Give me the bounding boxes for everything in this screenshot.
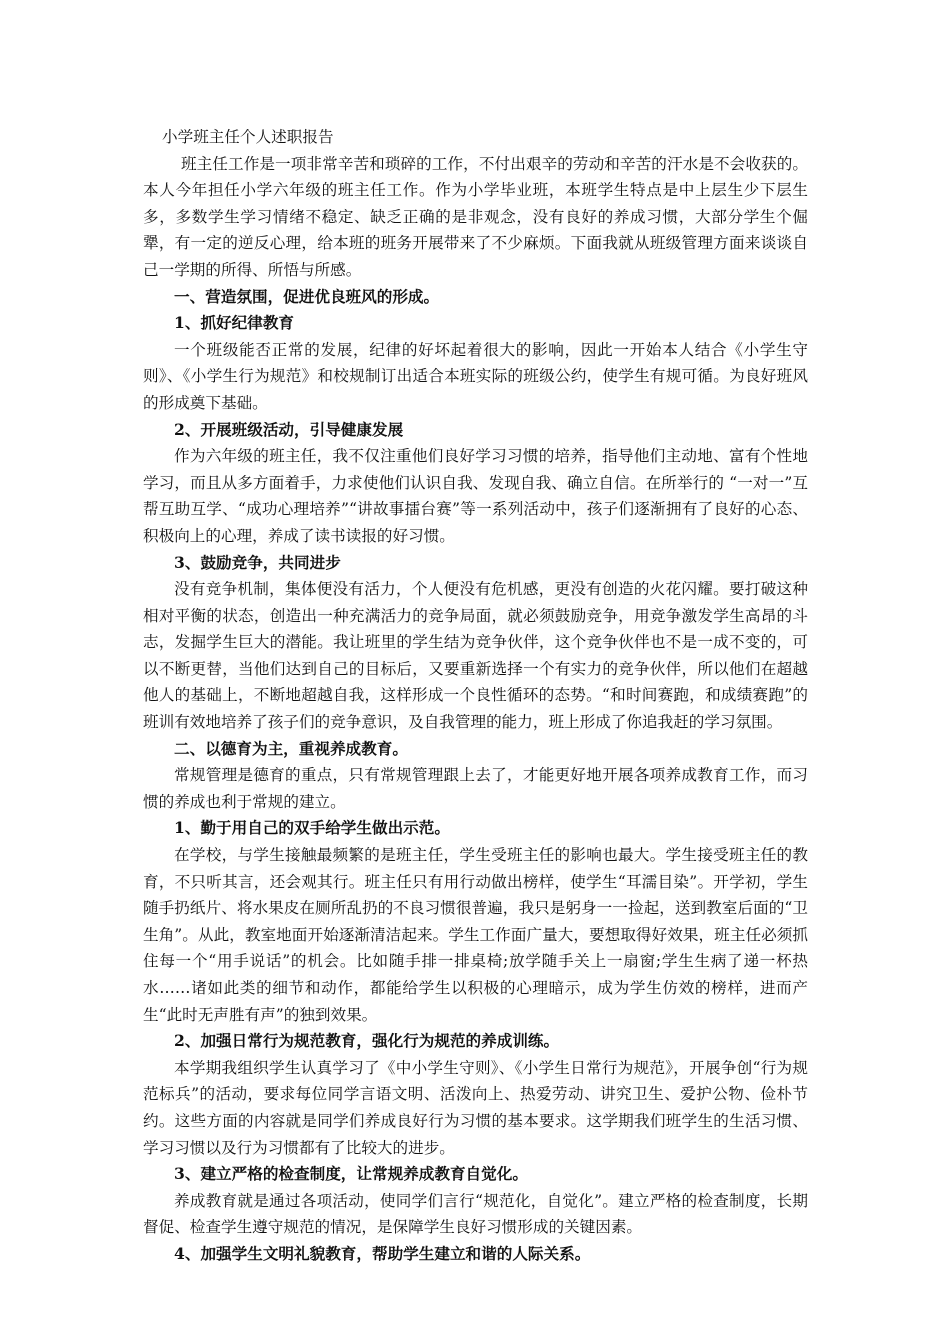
body-paragraph: 养成教育就是通过各项活动，使同学们言行“规范化，自觉化”。建立严格的检查制度，长期督促、检查学生遵守规范的情况，是保障学生良好习惯形成的关键因素。 xyxy=(143,1191,808,1237)
intro-paragraph: 班主任工作是一项非常辛苦和琐碎的工作，不付出艰辛的劳动和辛苦的汗水是不会收获的。本人今年担任小学六年级的班主任工作。作为小学毕业班，本班学生特点是中上层生少下层生多，多数学生学习情绪不稳定、缺乏正确的是非观念，没有良好的养成习惯，大部分学生个倔犟，有一定的逆反心理，给本班的班务开展带来了不少麻烦。下面我就从班级管理方面来谈谈自己一学期的所得、所悟与所感。 xyxy=(143,154,808,279)
subsection-heading-2-4: 4、加强学生文明礼貌教育，帮助学生建立和谐的人际关系。 xyxy=(174,1243,591,1263)
subsection-heading-1-1: 1、抓好纪律教育 xyxy=(174,313,295,333)
body-paragraph: 没有竞争机制，集体便没有活力，个人便没有危机感，更没有创造的火花闪耀。要打破这种相对平衡的状态，创造出一种充满活力的竞争局面，就必须鼓励竞争，用竞争激发学生高昂的斗志，发掘学生巨大的潜能。我让班里的学生结为竞争伙伴，这个竞争伙伴也不是一成不变的，可以不断更替，当他们达到自己的目标后，又要重新选择一个有实力的竞争伙伴，所以他们在超越他人的基础上，不断地超越自我，这样形成一个良性循环的态势。“和时间赛跑，和成绩赛跑”的班训有效地培养了孩子们的竞争意识，及自我管理的能力，班上形成了你追我赶的学习氛围。 xyxy=(143,580,808,732)
body-paragraph: 作为六年级的班主任，我不仅注重他们良好学习习惯的培养，指导他们主动地、富有个性地学习，而且从多方面着手，力求使他们认识自我、发现自我、确立自信。在所举行的 “一对一”互帮互助互学、“成功心理培养”“讲故事擂台赛”等一系列活动中，孩子们逐渐拥有了良好的心态、积极向上的心理，养成了读书读报的好习惯。 xyxy=(143,447,808,545)
body-paragraph: 一个班级能否正常的发展，纪律的好坏起着很大的影响，因此一开始本人结合《小学生守则》、《小学生行为规范》和校规制订出适合本班实际的班级公约，使学生有规可循。为良好班风的形成奠下基础。 xyxy=(143,340,808,412)
body-paragraph: 本学期我组织学生认真学习了《中小学生守则》、《小学生日常行为规范》，开展争创“行为规范标兵”的活动，要求每位同学言语文明、活泼向上、热爱劳动、讲究卫生、爱护公物、俭朴节约。这些方面的内容就是同学们养成良好行为习惯的基本要求。这学期我们班学生的生活习惯、学习习惯以及行为习惯都有了比较大的进步。 xyxy=(143,1058,808,1157)
body-paragraph: 常规管理是德育的重点，只有常规管理跟上去了，才能更好地开展各项养成教育工作，而习惯的养成也利于常规的建立。 xyxy=(143,766,808,811)
document-page xyxy=(143,124,808,1268)
body-paragraph: 在学校，与学生接触最频繁的是班主任，学生受班主任的影响也最大。学生接受班主任的教育，不只听其言，还会观其行。班主任只有用行动做出榜样，使学生“耳濡目染”。开学初，学生随手扔纸片、将水果皮在厕所乱扔的不良习惯很普遍，我只是躬身一一捡起，送到教室后面的“卫生角”。从此，教室地面开始逐渐清洁起来。学生工作面广量大，要想取得好效果，班主任必须抓住每一个“用手说话”的机会。比如随手排一排桌椅;放学随手关上一扇窗;学生生病了递一杯热水……诸如此类的细节和动作，都能给学生以积极的心理暗示，成为学生仿效的榜样，进而产生“此时无声胜有声”的独到效果。 xyxy=(143,846,808,1024)
document-title: 小学班主任个人述职报告 xyxy=(162,128,334,146)
section-heading-1: 一、营造氛围，促进优良班风的形成。 xyxy=(174,286,440,306)
subsection-heading-2-3: 3、建立严格的检查制度，让常规养成教育自觉化。 xyxy=(174,1164,528,1184)
subsection-heading-2-2: 2、加强日常行为规范教育，强化行为规范的养成训练。 xyxy=(174,1031,560,1051)
subsection-heading-2-1: 1、勤于用自己的双手给学生做出示范。 xyxy=(174,818,450,838)
subsection-heading-1-2: 2、开展班级活动，引导健康发展 xyxy=(174,419,404,439)
section-heading-2: 二、以德育为主，重视养成教育。 xyxy=(174,738,408,758)
subsection-heading-1-3: 3、鼓励竞争，共同进步 xyxy=(174,552,341,572)
